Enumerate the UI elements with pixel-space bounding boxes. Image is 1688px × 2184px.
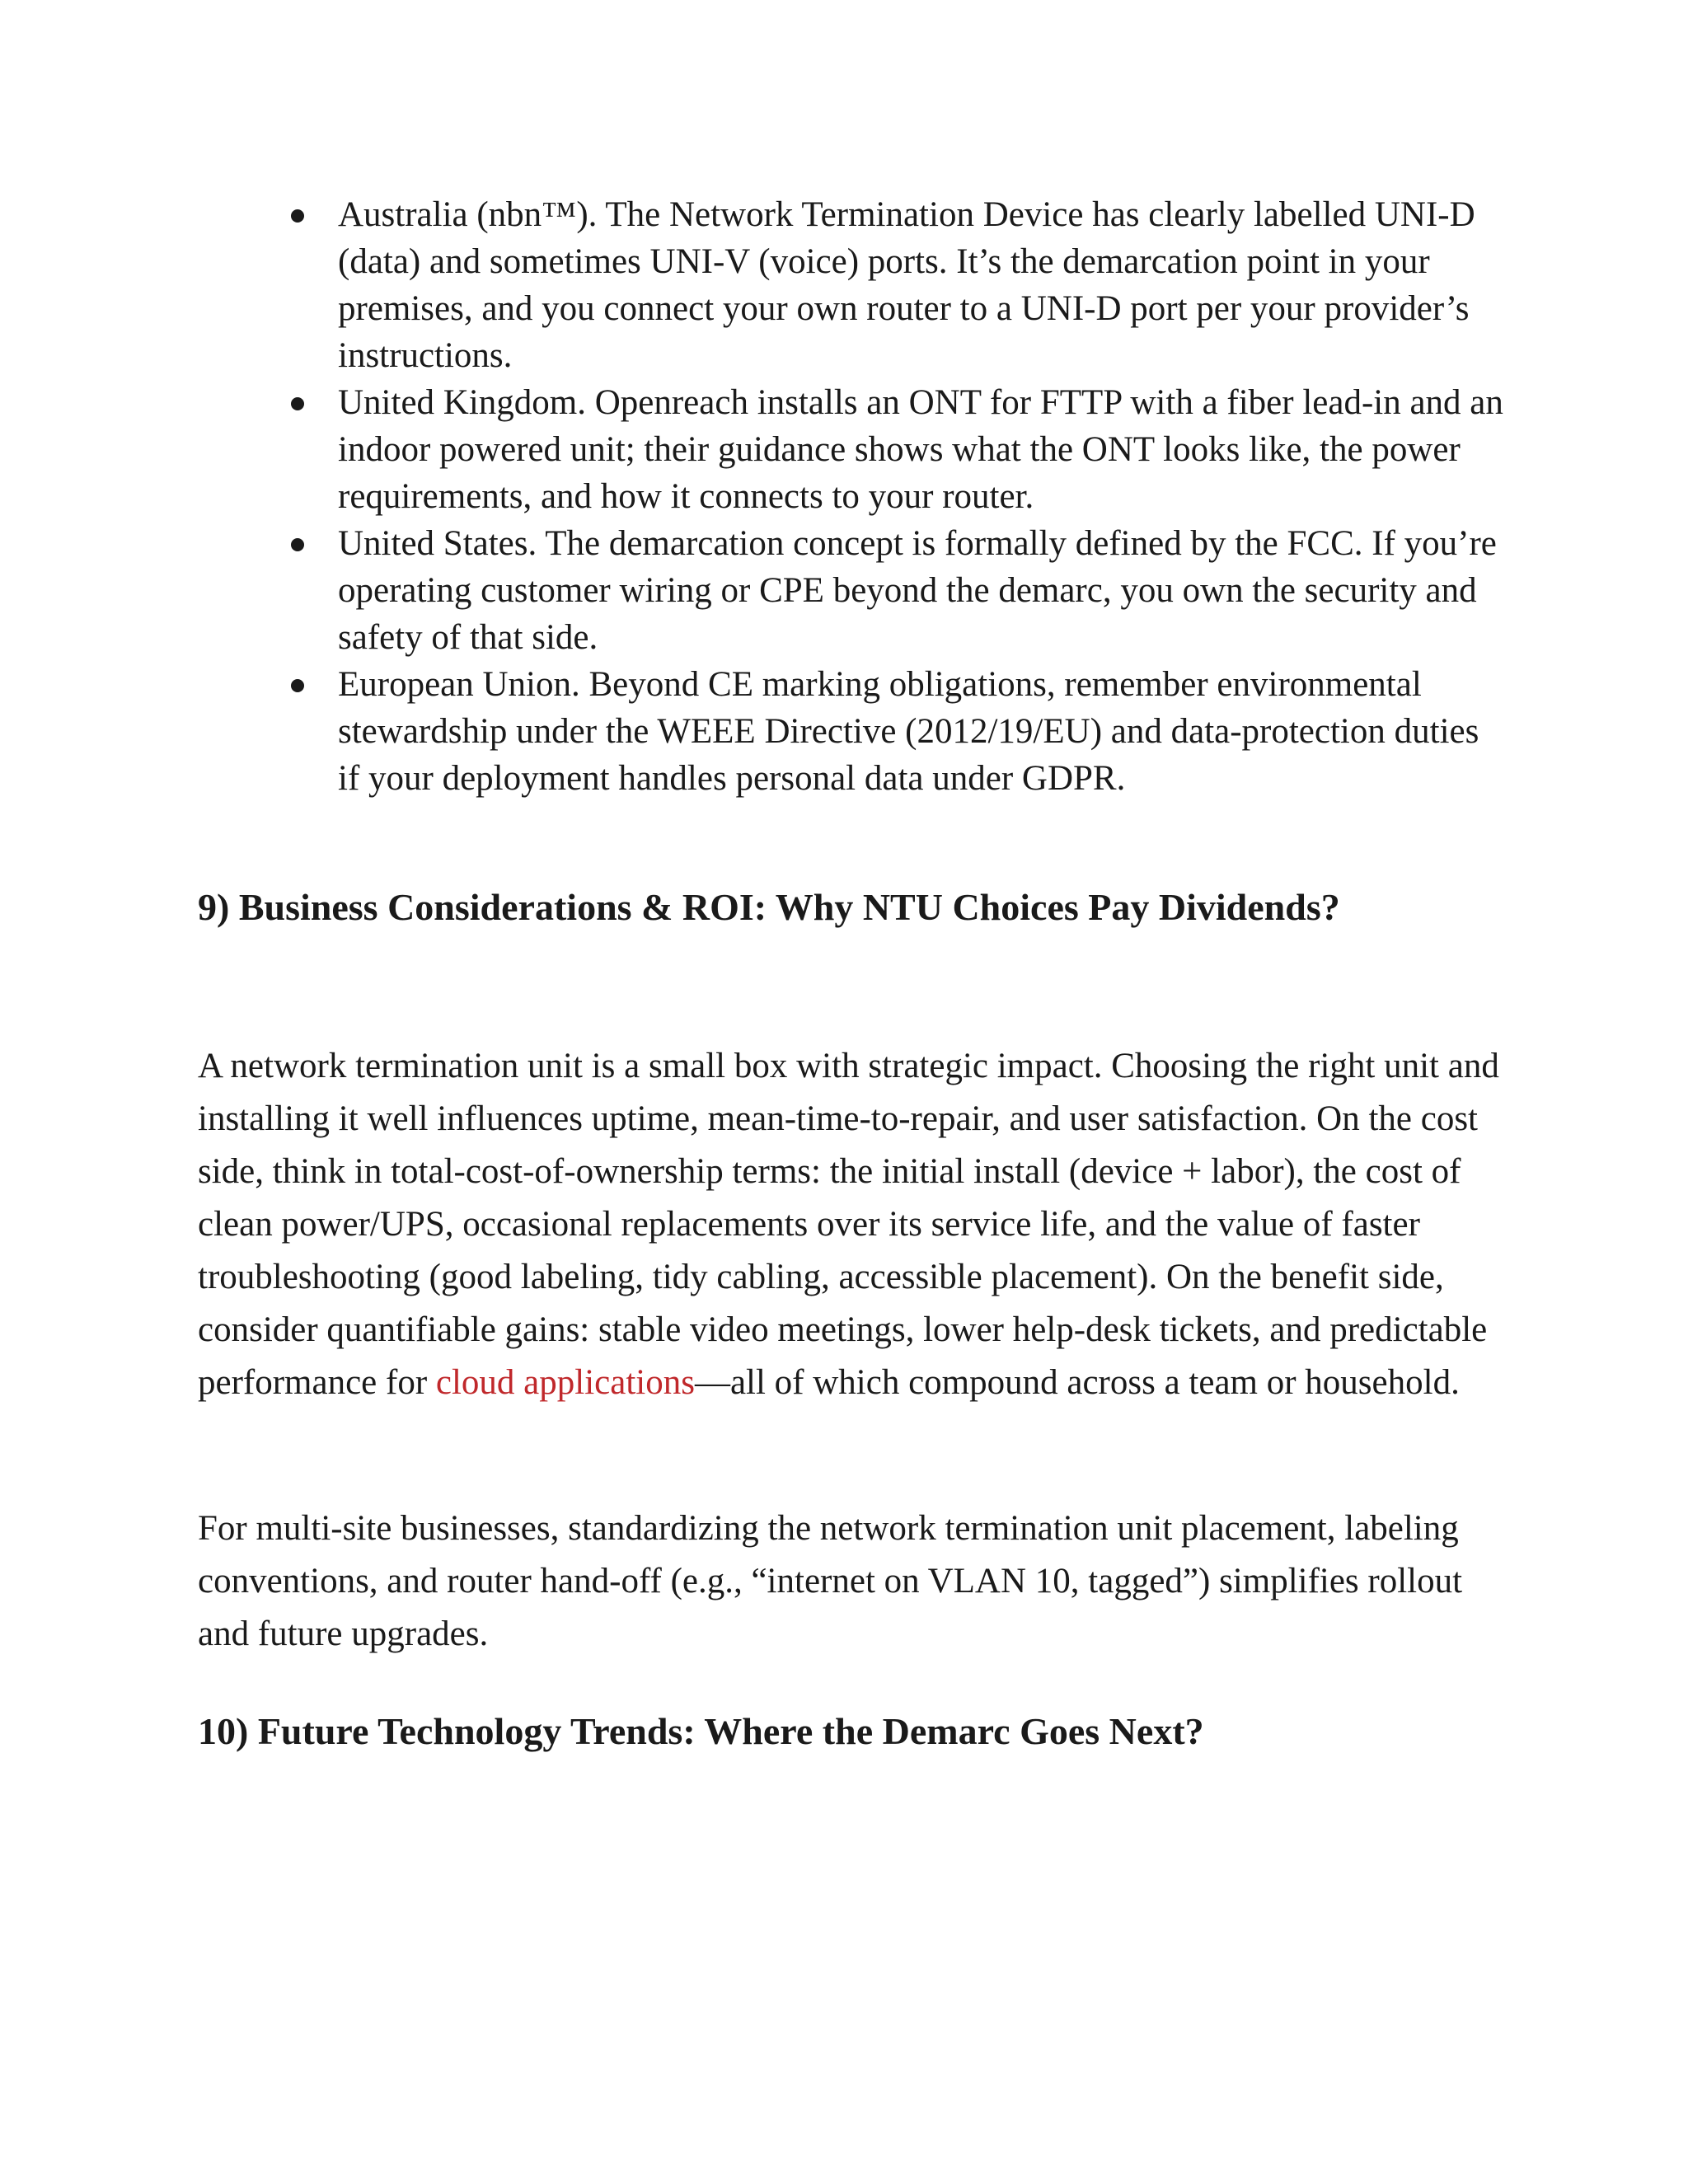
- list-item-united-states: [284, 520, 1504, 661]
- section-9-paragraph-1: [198, 1040, 1517, 1409]
- section-9-paragraph-2: For multi-site businesses, standardizing the network termination unit placement, labeling conventions, and router hand-off (e.g., “internet on VLAN 10, tagged”) simplifies rollout and future upgrades.: [198, 1509, 1463, 1653]
- list-item-united-kingdom: [284, 379, 1504, 520]
- list-item-text: Australia (nbn™). The Network Termination Device has clearly labelled UNI-D (data) and sometimes UNI-V (voice) ports. It’s the demarcation point in your premises, and you connect your own router to a UNI-D port per your provider’s instructions.: [338, 195, 1475, 375]
- list-item-australia: [284, 191, 1504, 379]
- paragraph-text: —all of which compound across a team or household.: [694, 1363, 1460, 1402]
- list-item-text: United Kingdom. Openreach installs an ONT for FTTP with a fiber lead-in and an indoor powered unit; their guidance shows what the ONT looks like, the power requirements, and how it connects to your router.: [338, 383, 1503, 516]
- bullet-icon: [291, 209, 304, 223]
- bullet-icon: [291, 679, 304, 692]
- list-item-text: European Union. Beyond CE marking obligations, remember environmental stewardship under the WEEE Directive (2012/19/EU) and data-protection duties if your deployment handles personal data under GDPR.: [338, 665, 1479, 798]
- list-item-european-union: [284, 661, 1504, 802]
- list-item-text: United States. The demarcation concept is formally defined by the FCC. If you’re operating customer wiring or CPE beyond the demarc, you own the security and safety of that side.: [338, 524, 1497, 657]
- section-9-heading: 9) Business Considerations & ROI: Why NTU Choices Pay Dividends?: [198, 886, 1340, 928]
- section-10-heading: 10) Future Technology Trends: Where the Demarc Goes Next?: [198, 1710, 1204, 1752]
- bullet-icon: [291, 538, 304, 551]
- bullet-icon: [291, 397, 304, 410]
- paragraph-text: A network termination unit is a small box with strategic impact. Choosing the right unit and installing it well influences uptime, mean-time-to-repair, and user satisfaction. On the cost side, think in total-cost-of-ownership terms: the initial install (device + labor), the cost of clean power/UPS, occasional replacements over its service life, and the value of faster troubleshooting (good labeling, tidy cabling, accessible placement). On the benefit side, consider quantifiable gains: stable video meetings, lower help-desk tickets, and predictable performance for: [198, 1047, 1499, 1402]
- region-bullet-list: [284, 191, 1504, 802]
- cloud-applications-link[interactable]: cloud applications: [435, 1363, 695, 1402]
